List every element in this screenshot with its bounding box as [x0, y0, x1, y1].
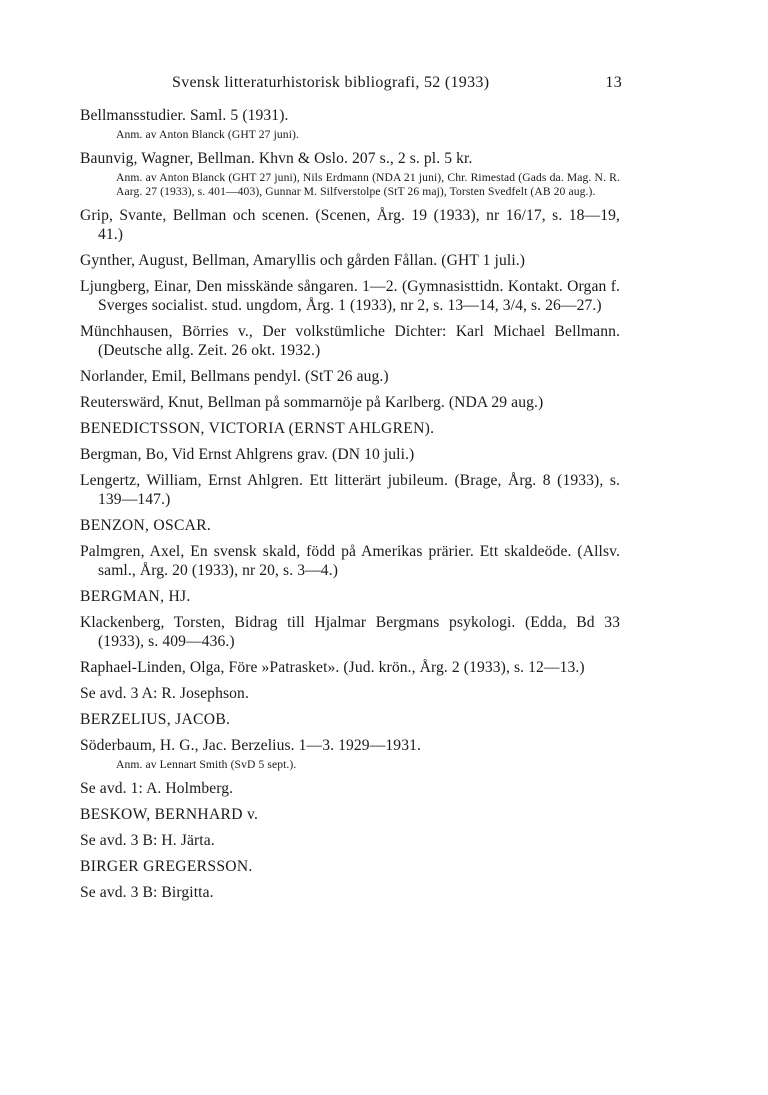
- cross-reference: [80, 779, 620, 798]
- entry-text: Bergman, Bo, Vid Ernst Ahlgrens grav. (DN 10 juli.): [80, 446, 415, 463]
- author-heading: BENEDICTSSON, VICTORIA (ERNST AHLGREN).: [80, 420, 435, 437]
- review-note: Anm. av Anton Blanck (GHT 27 juni).: [116, 128, 299, 141]
- cross-reference: [80, 684, 620, 703]
- page-header: [172, 74, 622, 96]
- entry-text: Klackenberg, Torsten, Bidrag till Hjalmar Bergmans psykologi. (Edda, Bd 33 (1933), s. 409—436.): [80, 614, 620, 650]
- entry-text: Palmgren, Axel, En svensk skald, född på Amerikas prärier. Ett skaldeöde. (Allsv. saml., Årg. 20 (1933), nr 20, s. 3—4.): [80, 543, 620, 579]
- author-heading: BERGMAN, HJ.: [80, 588, 191, 605]
- entry-text: Münchhausen, Börries v., Der volkstümliche Dichter: Karl Michael Bellmann. (Deutsche allg. Zeit. 26 okt. 1932.): [80, 323, 620, 359]
- entry-text: Ljungberg, Einar, Den misskände sångaren. 1—2. (Gymnasisttidn. Kontakt. Organ f. Sverges socialist. stud. ungdom, Årg. 1 (1933), nr 2, s. 13—14, 3/4, s. 26—27.): [80, 278, 620, 314]
- cross-reference: [80, 831, 620, 850]
- review-note: Anm. av Anton Blanck (GHT 27 juni), Nils Erdmann (NDA 21 juni), Chr. Rimestad (Gads da. Mag. N. R. Aarg. 27 (1933), s. 401—403), Gunnar M. Silfverstolpe (StT 26 maj), Torsten Svedfelt (AB 20 aug.).: [116, 171, 620, 198]
- bibliography-entry: [80, 658, 620, 677]
- entry-text: Se avd. 3 A: R. Josephson.: [80, 685, 249, 702]
- entry-text: Gynther, August, Bellman, Amaryllis och gården Fållan. (GHT 1 juli.): [80, 252, 526, 269]
- bibliography-list: [80, 106, 620, 909]
- bibliography-entry: [80, 106, 620, 142]
- author-heading: BERZELIUS, JACOB.: [80, 711, 231, 728]
- entry-text: Raphael-Linden, Olga, Före »Patrasket». (Jud. krön., Årg. 2 (1933), s. 12—13.): [80, 659, 585, 676]
- entry-text: Se avd. 1: A. Holmberg.: [80, 780, 234, 797]
- bibliography-entry: [80, 149, 620, 199]
- author-heading: BIRGER GREGERSSON.: [80, 858, 253, 875]
- bibliography-entry: [80, 322, 620, 360]
- entry-text: Lengertz, William, Ernst Ahlgren. Ett litterärt jubileum. (Brage, Årg. 8 (1933), s. 139—147.): [80, 472, 620, 508]
- entry-text: Se avd. 3 B: H. Järta.: [80, 832, 215, 849]
- entry-text: Norlander, Emil, Bellmans pendyl. (StT 26 aug.): [80, 368, 389, 385]
- author-heading: BENZON, OSCAR.: [80, 517, 212, 534]
- cross-reference: [80, 883, 620, 902]
- page-number: 13: [605, 74, 622, 91]
- running-title: Svensk litteraturhistorisk bibliografi, 52 (1933): [172, 74, 490, 91]
- entry-text: Grip, Svante, Bellman och scenen. (Scenen, Årg. 19 (1933), nr 16/17, s. 18—19, 41.): [80, 207, 620, 243]
- bibliography-entry: [80, 613, 620, 651]
- entry-text: Bellmansstudier. Saml. 5 (1931).: [80, 107, 289, 124]
- bibliography-entry: [80, 206, 620, 244]
- entry-text: Reuterswärd, Knut, Bellman på sommarnöje på Karlberg. (NDA 29 aug.): [80, 394, 544, 411]
- bibliography-entry: [80, 445, 620, 464]
- bibliography-entry: [80, 251, 620, 270]
- bibliography-entry: [80, 736, 620, 772]
- bibliography-entry: [80, 277, 620, 315]
- entry-text: Söderbaum, H. G., Jac. Berzelius. 1—3. 1929—1931.: [80, 737, 421, 754]
- bibliography-entry: [80, 367, 620, 386]
- entry-text: Baunvig, Wagner, Bellman. Khvn & Oslo. 207 s., 2 s. pl. 5 kr.: [80, 150, 473, 167]
- bibliography-entry: [80, 393, 620, 412]
- bibliography-entry: [80, 471, 620, 509]
- bibliography-entry: [80, 542, 620, 580]
- author-heading: BESKOW, BERNHARD v.: [80, 806, 259, 823]
- review-note: Anm. av Lennart Smith (SvD 5 sept.).: [116, 758, 297, 771]
- entry-text: Se avd. 3 B: Birgitta.: [80, 884, 214, 901]
